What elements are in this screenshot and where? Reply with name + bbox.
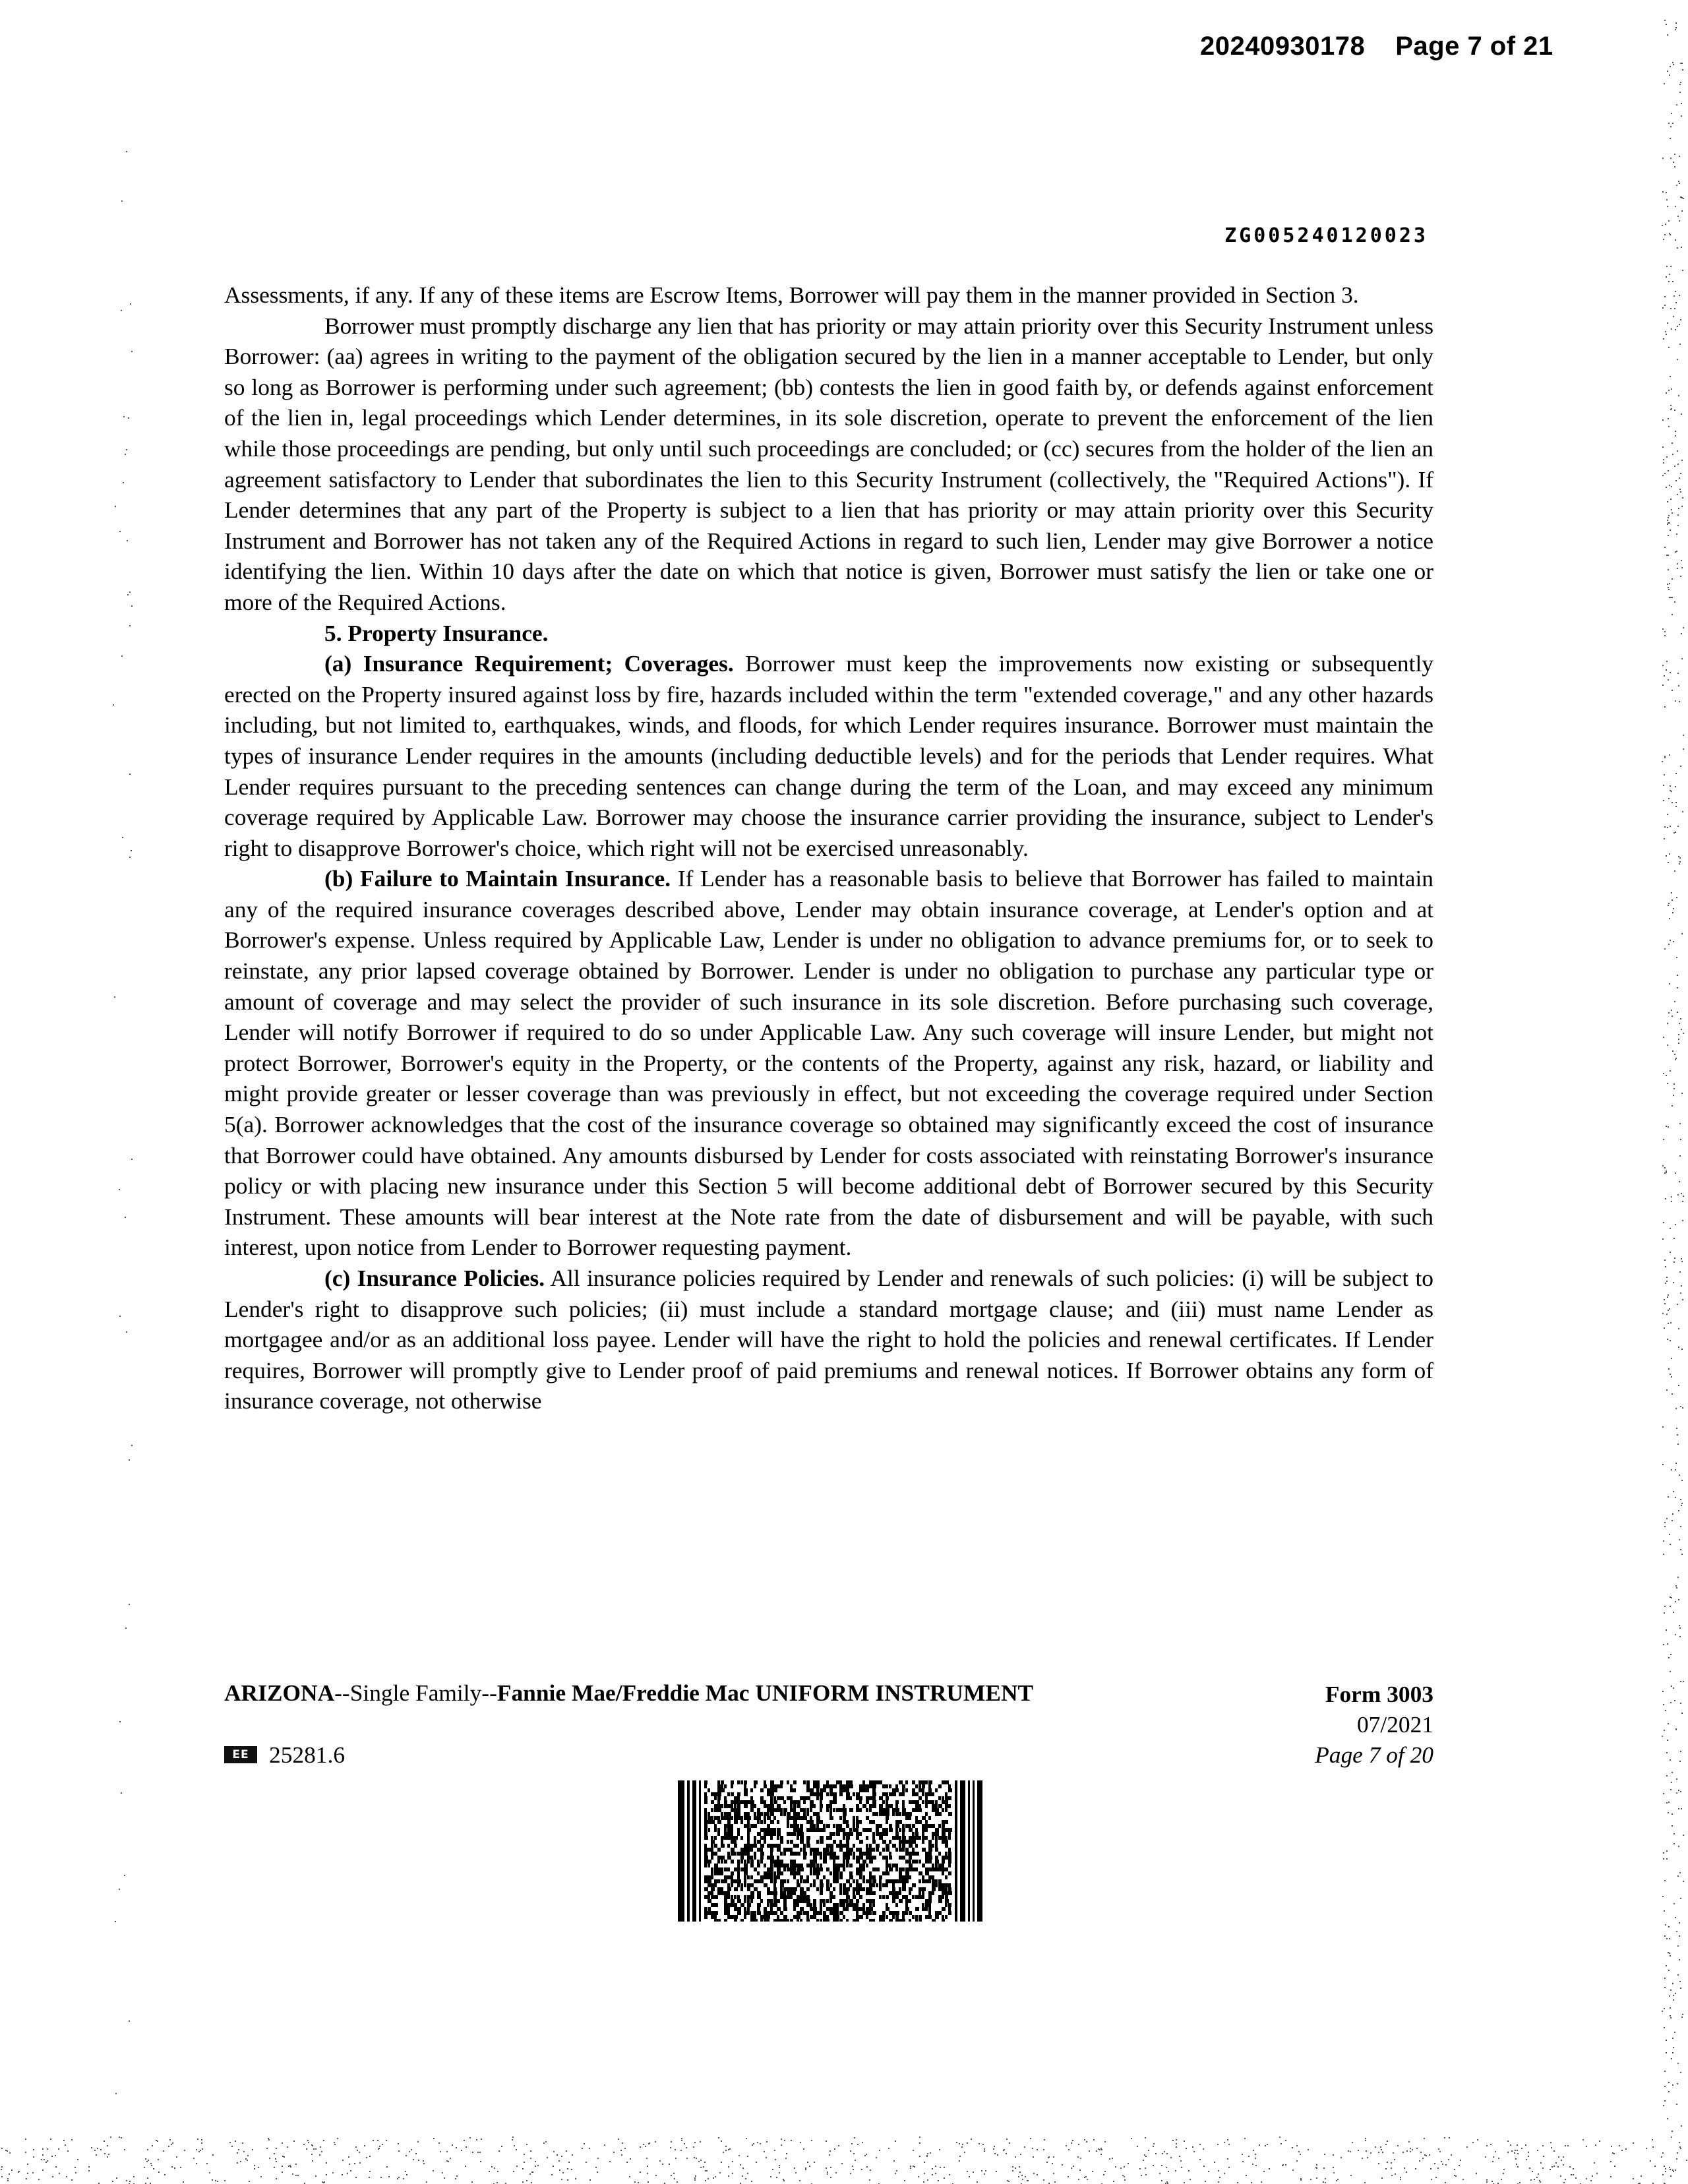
- text-5b: If Lender has a reasonable basis to believe that Borrower has failed to maintain any of the required insurance coverages described above, Lender may obtain insurance coverage, at Lender's option and at Borrower's expense. Unless required by Applicable Law, Lender is under no obligation to advance premiums for, or to seek to reinstate, any prior lapsed coverage obtained by Borrower. Lender is under no obligation to purchase any particular type or amount of coverage and may select the provider of such insurance in its sole discretion. Before purchasing such coverage, Lender will notify Borrower if required to do so under Applicable Law. Any such coverage will insure Lender, but might not protect Borrower, Borrower's equity in the Property, or the contents of the Property, against any risk, hazard, or liability and might provide greater or lesser coverage than was previously in effect, but not exceeding the coverage required under Section 5(a). Borrower acknowledges that the cost of the insurance coverage so obtained may significantly exceed the cost of insurance that Borrower could have obtained. Any amounts disbursed by Lender for costs associated with reinstating Borrower's insurance policy or with placing new insurance under this Section 5 will become additional debt of Borrower secured by this Security Instrument. These amounts will bear interest at the Note rate from the date of disbursement and will be payable, with such interest, upon notice from Lender to Borrower requesting payment.: [224, 865, 1433, 1261]
- heading-5b: (b) Failure to Maintain Insurance.: [324, 865, 671, 892]
- footer-agency: Fannie Mae/Freddie Mac UNIFORM INSTRUMENT: [497, 1680, 1034, 1706]
- paragraph-liens: Borrower must promptly discharge any lien that has priority or may attain priority over this Security Instrument unless Borrower: (aa) agrees in writing to the payment of the obligation secured by the lien in a manner acceptable to Lender, but only so long as Borrower is performing under such agreement; (bb) contests the lien in good faith by, or defends against enforcement of the lien in, legal proceedings which Lender determines, in its sole discretion, operate to prevent the enforcement of the lien while those proceedings are pending, but only until such proceedings are concluded; or (cc) secures from the holder of the lien an agreement satisfactory to Lender that subordinates the lien to this Security Instrument (collectively, the "Required Actions"). If Lender determines that any part of the Property is subject to a lien that has priority or may attain priority over this Security Instrument and Borrower has not taken any of the Required Actions in regard to such lien, Lender may give Borrower a notice identifying the lien. Within 10 days after the date on which that notice is given, Borrower must satisfy the lien or take one or more of the Required Actions.: [224, 312, 1433, 615]
- footer-instrument-title: [224, 1679, 1033, 1707]
- recording-stamp: [1200, 32, 1553, 61]
- footer-form-date: 07/2021: [1356, 1711, 1433, 1738]
- heading-5c: (c) Insurance Policies.: [324, 1265, 545, 1291]
- footer-state: ARIZONA: [224, 1680, 335, 1706]
- paragraph-5b: [224, 863, 1433, 1263]
- barcode-image: [678, 1780, 982, 1922]
- footer-form-info: [1315, 1679, 1433, 1770]
- document-body: [224, 280, 1433, 1416]
- text-5a: Borrower must keep the improvements now existing or subsequently erected on the Property insured against loss by fire, hazards included within the term "extended coverage," and any other hazards including, but not limited to, earthquakes, winds, and floods, for which Lender requires insurance. Borrower must maintain the types of insurance Lender requires in the amounts (including deductible levels) and for the periods that Lender requires. What Lender requires pursuant to the preceding sentences can change during the term of the Loan, and may exceed any minimum coverage required by Applicable Law. Borrower may choose the insurance carrier providing the insurance, subject to Lender's right to disapprove Borrower's choice, which right will not be exercised unreasonably.: [224, 650, 1433, 861]
- footer-form-page: Page 7 of 20: [1315, 1742, 1433, 1768]
- paragraph-assessments: Assessments, if any. If any of these items are Escrow Items, Borrower will pay them in the manner provided in Section 3.: [224, 282, 1359, 308]
- footer-form-number: Form 3003: [1325, 1681, 1433, 1707]
- text-5c: All insurance policies required by Lender and renewals of such policies: (i) will be subject to Lender's right to disapprove such policies; (ii) must include a standard mortgage clause; and (iii) must name Lender as mortgagee and/or as an additional loss payee. Lender will have the right to hold the policies and renewal certificates. If Lender requires, Borrower will promptly give to Lender proof of paid premiums and renewal notices. If Borrower obtains any form of insurance coverage, not otherwise: [224, 1265, 1434, 1414]
- loan-id: ZG005240120023: [1224, 224, 1428, 247]
- footer-code: [224, 1741, 345, 1769]
- footer-code-number: 25281.6: [269, 1742, 346, 1768]
- paragraph-5c: [224, 1263, 1433, 1416]
- paragraph-5a: [224, 648, 1433, 863]
- footer-separator: --Single Family--: [334, 1680, 497, 1706]
- ellie-mae-logo: EE: [224, 1746, 257, 1763]
- heading-5a: (a) Insurance Requirement; Coverages.: [324, 650, 734, 677]
- recording-number: 20240930178: [1200, 32, 1366, 61]
- section-5-heading: 5. Property Insurance.: [324, 619, 549, 646]
- recording-page-label: Page 7 of 21: [1395, 32, 1553, 61]
